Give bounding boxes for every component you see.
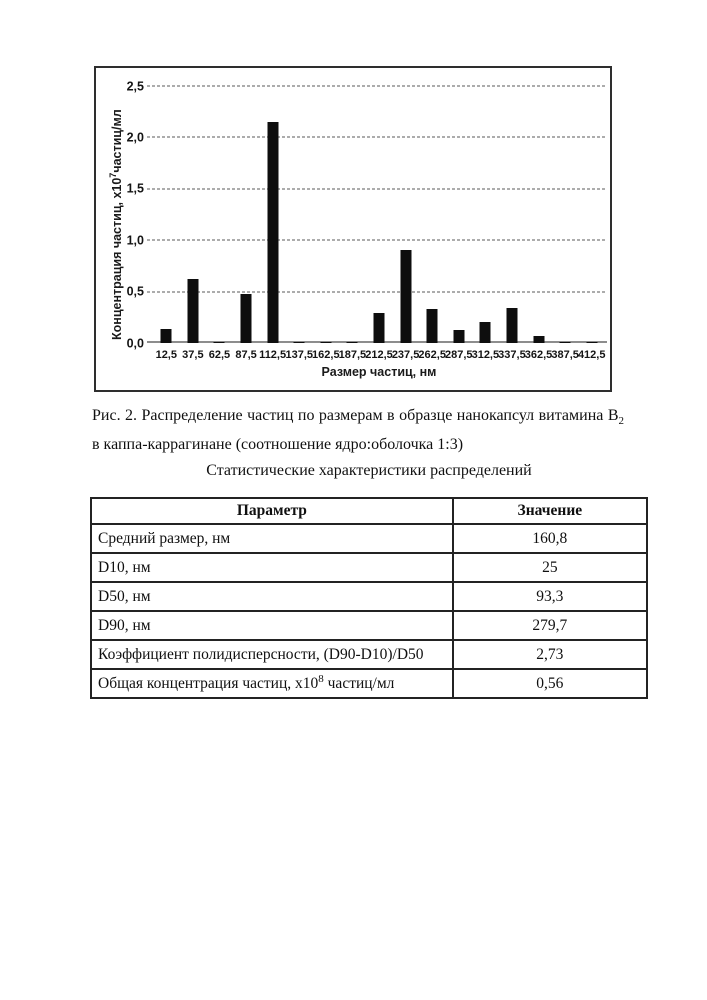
table-row-d10 (91, 553, 647, 582)
value-cell: 160,8 (453, 524, 647, 553)
x-tick-label: 112,5 (259, 349, 287, 361)
x-tick-label: 362,5 (524, 349, 553, 361)
table-row-polydispersity (91, 640, 647, 669)
bar-387,5 (560, 342, 571, 343)
bar-212,5 (374, 313, 385, 343)
bar-312,5 (480, 322, 491, 343)
bar-237,5 (400, 250, 411, 343)
y-tick-label: 2,5 (126, 78, 144, 93)
x-tick-label: 187,5 (338, 349, 367, 361)
param-cell: D50, нм (91, 582, 453, 611)
table-row-d90 (91, 611, 647, 640)
figure-2-bar-chart (94, 66, 612, 392)
x-tick-label: 287,5 (444, 349, 473, 361)
gridline (147, 86, 605, 87)
table-title: Статистические характеристики распределений (206, 462, 532, 479)
x-tick-label: 312,5 (471, 349, 500, 361)
bar-287,5 (453, 330, 464, 343)
param-cell (91, 669, 453, 698)
y-tick-label: 0,0 (126, 335, 144, 350)
value-cell: 25 (453, 553, 647, 582)
x-tick-label: 137,5 (285, 349, 313, 361)
table-row-total-concentration (91, 669, 647, 698)
y-axis-title-exponent: 7 (108, 172, 118, 178)
param-cell: Средний размер, нм (91, 524, 453, 553)
value-cell: 0,56 (453, 669, 647, 698)
x-tick-label: 37,5 (182, 349, 204, 361)
bar-337,5 (506, 308, 517, 343)
bar-12,5 (161, 329, 172, 343)
y-axis-title (108, 109, 124, 340)
figure-caption (92, 404, 624, 457)
gridline (147, 291, 605, 292)
bar-87,5 (241, 294, 252, 343)
y-axis-title-prefix: Концентрация частиц, х10 (110, 177, 125, 340)
y-tick-label: 1,5 (126, 181, 144, 196)
y-axis-title-suffix: частиц/мл (110, 109, 125, 173)
bar-162,5 (320, 342, 331, 343)
bar-112,5 (267, 122, 278, 343)
y-tick-label: 1,0 (126, 232, 144, 247)
param-exponent: 8 (318, 673, 324, 686)
param-text-suffix: частиц/мл (323, 675, 395, 693)
x-tick-label: 262,5 (418, 349, 446, 361)
x-tick-label: 212,5 (365, 349, 393, 361)
table-header-row (91, 498, 647, 524)
x-axis-title: Размер частиц, нм (321, 365, 437, 379)
bar-62,5 (214, 342, 225, 343)
bar-262,5 (427, 309, 438, 343)
gridline (147, 240, 605, 241)
x-tick-label: 62,5 (208, 349, 231, 361)
x-tick-label: 162,5 (312, 349, 340, 361)
col-header-param: Параметр (91, 498, 453, 524)
value-cell: 93,3 (453, 582, 647, 611)
x-tick-label: 387,5 (551, 349, 579, 361)
bar-137,5 (294, 342, 305, 343)
y-tick-label: 2,0 (126, 130, 144, 145)
col-header-value: Значение (453, 498, 647, 524)
figure-caption-line2: в каппа-каррагинане (соотношение ядро:оболочка 1:3) (92, 436, 464, 454)
stats-table (90, 497, 648, 699)
param-cell: Коэффициент полидисперсности, (D90-D10)/D50 (91, 640, 453, 669)
table-row-d50 (91, 582, 647, 611)
param-cell: D10, нм (91, 553, 453, 582)
x-tick-label: 237,5 (391, 349, 420, 361)
x-tick-label: 87,5 (235, 349, 257, 361)
param-text-prefix: Общая концентрация частиц, х10 (98, 675, 319, 693)
x-tick-label: 337,5 (498, 349, 526, 361)
bar-187,5 (347, 342, 358, 343)
plot-area (126, 78, 606, 361)
bar-362,5 (533, 336, 544, 343)
value-cell: 2,73 (453, 640, 647, 669)
table-row-mean-size (91, 524, 647, 553)
value-cell: 279,7 (453, 611, 647, 640)
figure-caption-line1 (92, 404, 624, 433)
param-cell: D90, нм (91, 611, 453, 640)
x-tick-label: 12,5 (155, 349, 177, 361)
gridline (147, 188, 605, 189)
bar-412,5 (586, 342, 597, 343)
figure-caption-text: Рис. 2. Распределение частиц по размерам в образце нанокапсул витамина В (92, 407, 619, 424)
y-tick-label: 0,5 (126, 284, 144, 299)
figure-caption-subscript: 2 (618, 415, 624, 428)
x-tick-label: 412,5 (577, 349, 606, 361)
gridline (147, 137, 605, 138)
bar-37,5 (187, 279, 198, 343)
